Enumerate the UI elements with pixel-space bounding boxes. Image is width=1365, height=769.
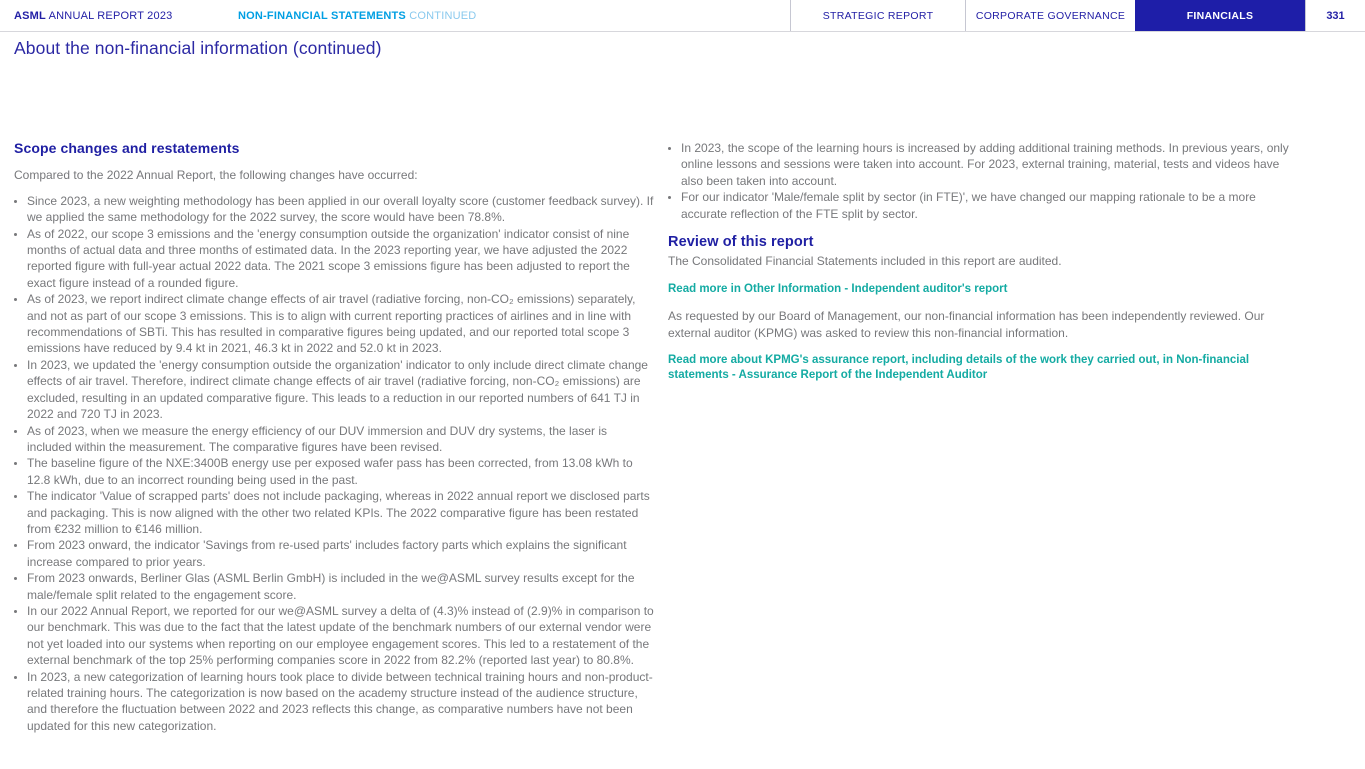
list-item: • The baseline figure of the NXE:3400B energy use per exposed wafer pass has been corrected, from 13.08 kWh to 12.8 kWh, due to an incorrect rounding being used in the past. <box>27 455 654 488</box>
left-column <box>14 140 654 734</box>
list-item: • In 2023, we updated the 'energy consumption outside the organization' indicator to only include direct climate change effects of air travel. Therefore, indirect climate change effects of air travel (radiative forcing, non-CO₂ emissions) are excluded, resulting in an updated comparative figure. This leads to a reduction in our reported numbers of 641 TJ in 2022 and 720 TJ in 2023. <box>27 357 654 423</box>
header-tabs <box>790 0 1365 31</box>
tab-financials[interactable]: FINANCIALS <box>1135 0 1305 31</box>
brand-annual-report: ANNUAL REPORT 2023 <box>45 9 173 22</box>
scope-changes-list-continued <box>668 140 1302 222</box>
scope-changes-intro: Compared to the 2022 Annual Report, the following changes have occurred: <box>14 168 418 183</box>
page-number: 331 <box>1305 0 1365 31</box>
review-paragraph-kpmg: As requested by our Board of Management, our non-financial information has been independently reviewed. Our external auditor (KPMG) was asked to review this non-financial information. <box>668 309 1265 340</box>
brand-asml: ASML <box>14 9 46 22</box>
header-section-title <box>238 0 476 31</box>
list-item: • The indicator 'Value of scrapped parts' does not include packaging, whereas in 2022 annual report we disclosed parts and packaging. This is now aligned with the other two related KPIs. The 2022 comparative figure has been restated from €232 million to €146 million. <box>27 488 654 537</box>
tab-corporate-governance[interactable]: CORPORATE GOVERNANCE <box>965 0 1135 31</box>
list-item: • As of 2023, when we measure the energy efficiency of our DUV immersion and DUV dry systems, the laser is included within the measurement. The comparative figures have been revised. <box>27 423 654 456</box>
section-title-continued: CONTINUED <box>405 9 477 22</box>
list-item: • For our indicator 'Male/female split by sector (in FTE)', we have changed our mapping rationale to be a more accurate reflection of the FTE split by sector. <box>681 189 1302 222</box>
link-independent-auditors-report[interactable]: Read more in Other Information - Independent auditor's report <box>668 282 1008 295</box>
list-item: • From 2023 onwards, Berliner Glas (ASML Berlin GmbH) is included in the we@ASML survey results except for the male/female split related to the engagement score. <box>27 570 654 603</box>
top-header-bar <box>0 0 1365 32</box>
report-brand <box>14 0 172 31</box>
section-title-main: NON-FINANCIAL STATEMENTS <box>238 9 406 22</box>
list-item: • As of 2022, our scope 3 emissions and the 'energy consumption outside the organization' indicator consist of nine months of actual data and three months of estimated data. In the 2023 reporting year, we have adjusted the 2022 reported figure with full-year actual 2022 data. The 2021 scope 3 emissions figure has been adjusted to report the exact figure instead of a rounded figure. <box>27 226 654 292</box>
section-heading-review-of-report: Review of this report <box>668 234 814 251</box>
page-content <box>14 140 1302 734</box>
section-heading-scope-changes: Scope changes and restatements <box>14 140 240 156</box>
tab-strategic-report[interactable]: STRATEGIC REPORT <box>790 0 965 31</box>
list-item: • From 2023 onward, the indicator 'Savings from re-used parts' includes factory parts which explains the significant increase compared to prior years. <box>27 537 654 570</box>
list-item: • Since 2023, a new weighting methodology has been applied in our overall loyalty score (customer feedback survey). If we applied the same methodology for the 2022 survey, the score would have been 78.8%. <box>27 193 654 226</box>
right-column <box>668 140 1302 734</box>
review-paragraph-audited: The Consolidated Financial Statements included in this report are audited. <box>668 254 1062 269</box>
list-item: • In 2023, the scope of the learning hours is increased by adding additional training methods. In previous years, only online lessons and sessions were taken into account. For 2023, external training, material, tests and videos have also been taken into account. <box>681 140 1302 189</box>
page-title: About the non-financial information (continued) <box>14 38 382 58</box>
link-kpmg-assurance-report[interactable]: Read more about KPMG's assurance report, including details of the work they carried out, in Non-financial statements - Assurance Report of the Independent Auditor <box>668 354 1250 381</box>
list-item: • In our 2022 Annual Report, we reported for our we@ASML survey a delta of (4.3)% instead of (2.9)% in comparison to our benchmark. This was due to the fact that the latest update of the benchmark numbers of our external vendor were not yet loaded into our systems when reporting on our employee engagement scores. This led to a restatement of the external benchmark of the top 25% performing companies score in 2022 from 82.2% (reported last year) to 80.8%. <box>27 603 654 669</box>
list-item: • In 2023, a new categorization of learning hours took place to divide between technical training hours and non-product-related training hours. The categorization is now based on the academy structure instead of the audience structure, and therefore the fluctuation between 2022 and 2023 reflects this change, as comparative numbers have not been updated for this new categorization. <box>27 669 654 735</box>
scope-changes-list <box>14 193 654 734</box>
list-item: • As of 2023, we report indirect climate change effects of air travel (radiative forcing, non-CO₂ emissions) separately, and not as part of our scope 3 emissions. This is to align with current reporting practices of airlines and in line with recommendations of SBTi. This has resulted in comparative figures being updated, and our reported total scope 3 emissions have reduced by 9.4 kt in 2021, 46.3 kt in 2022 and 52.0 kt in 2023. <box>27 291 654 357</box>
